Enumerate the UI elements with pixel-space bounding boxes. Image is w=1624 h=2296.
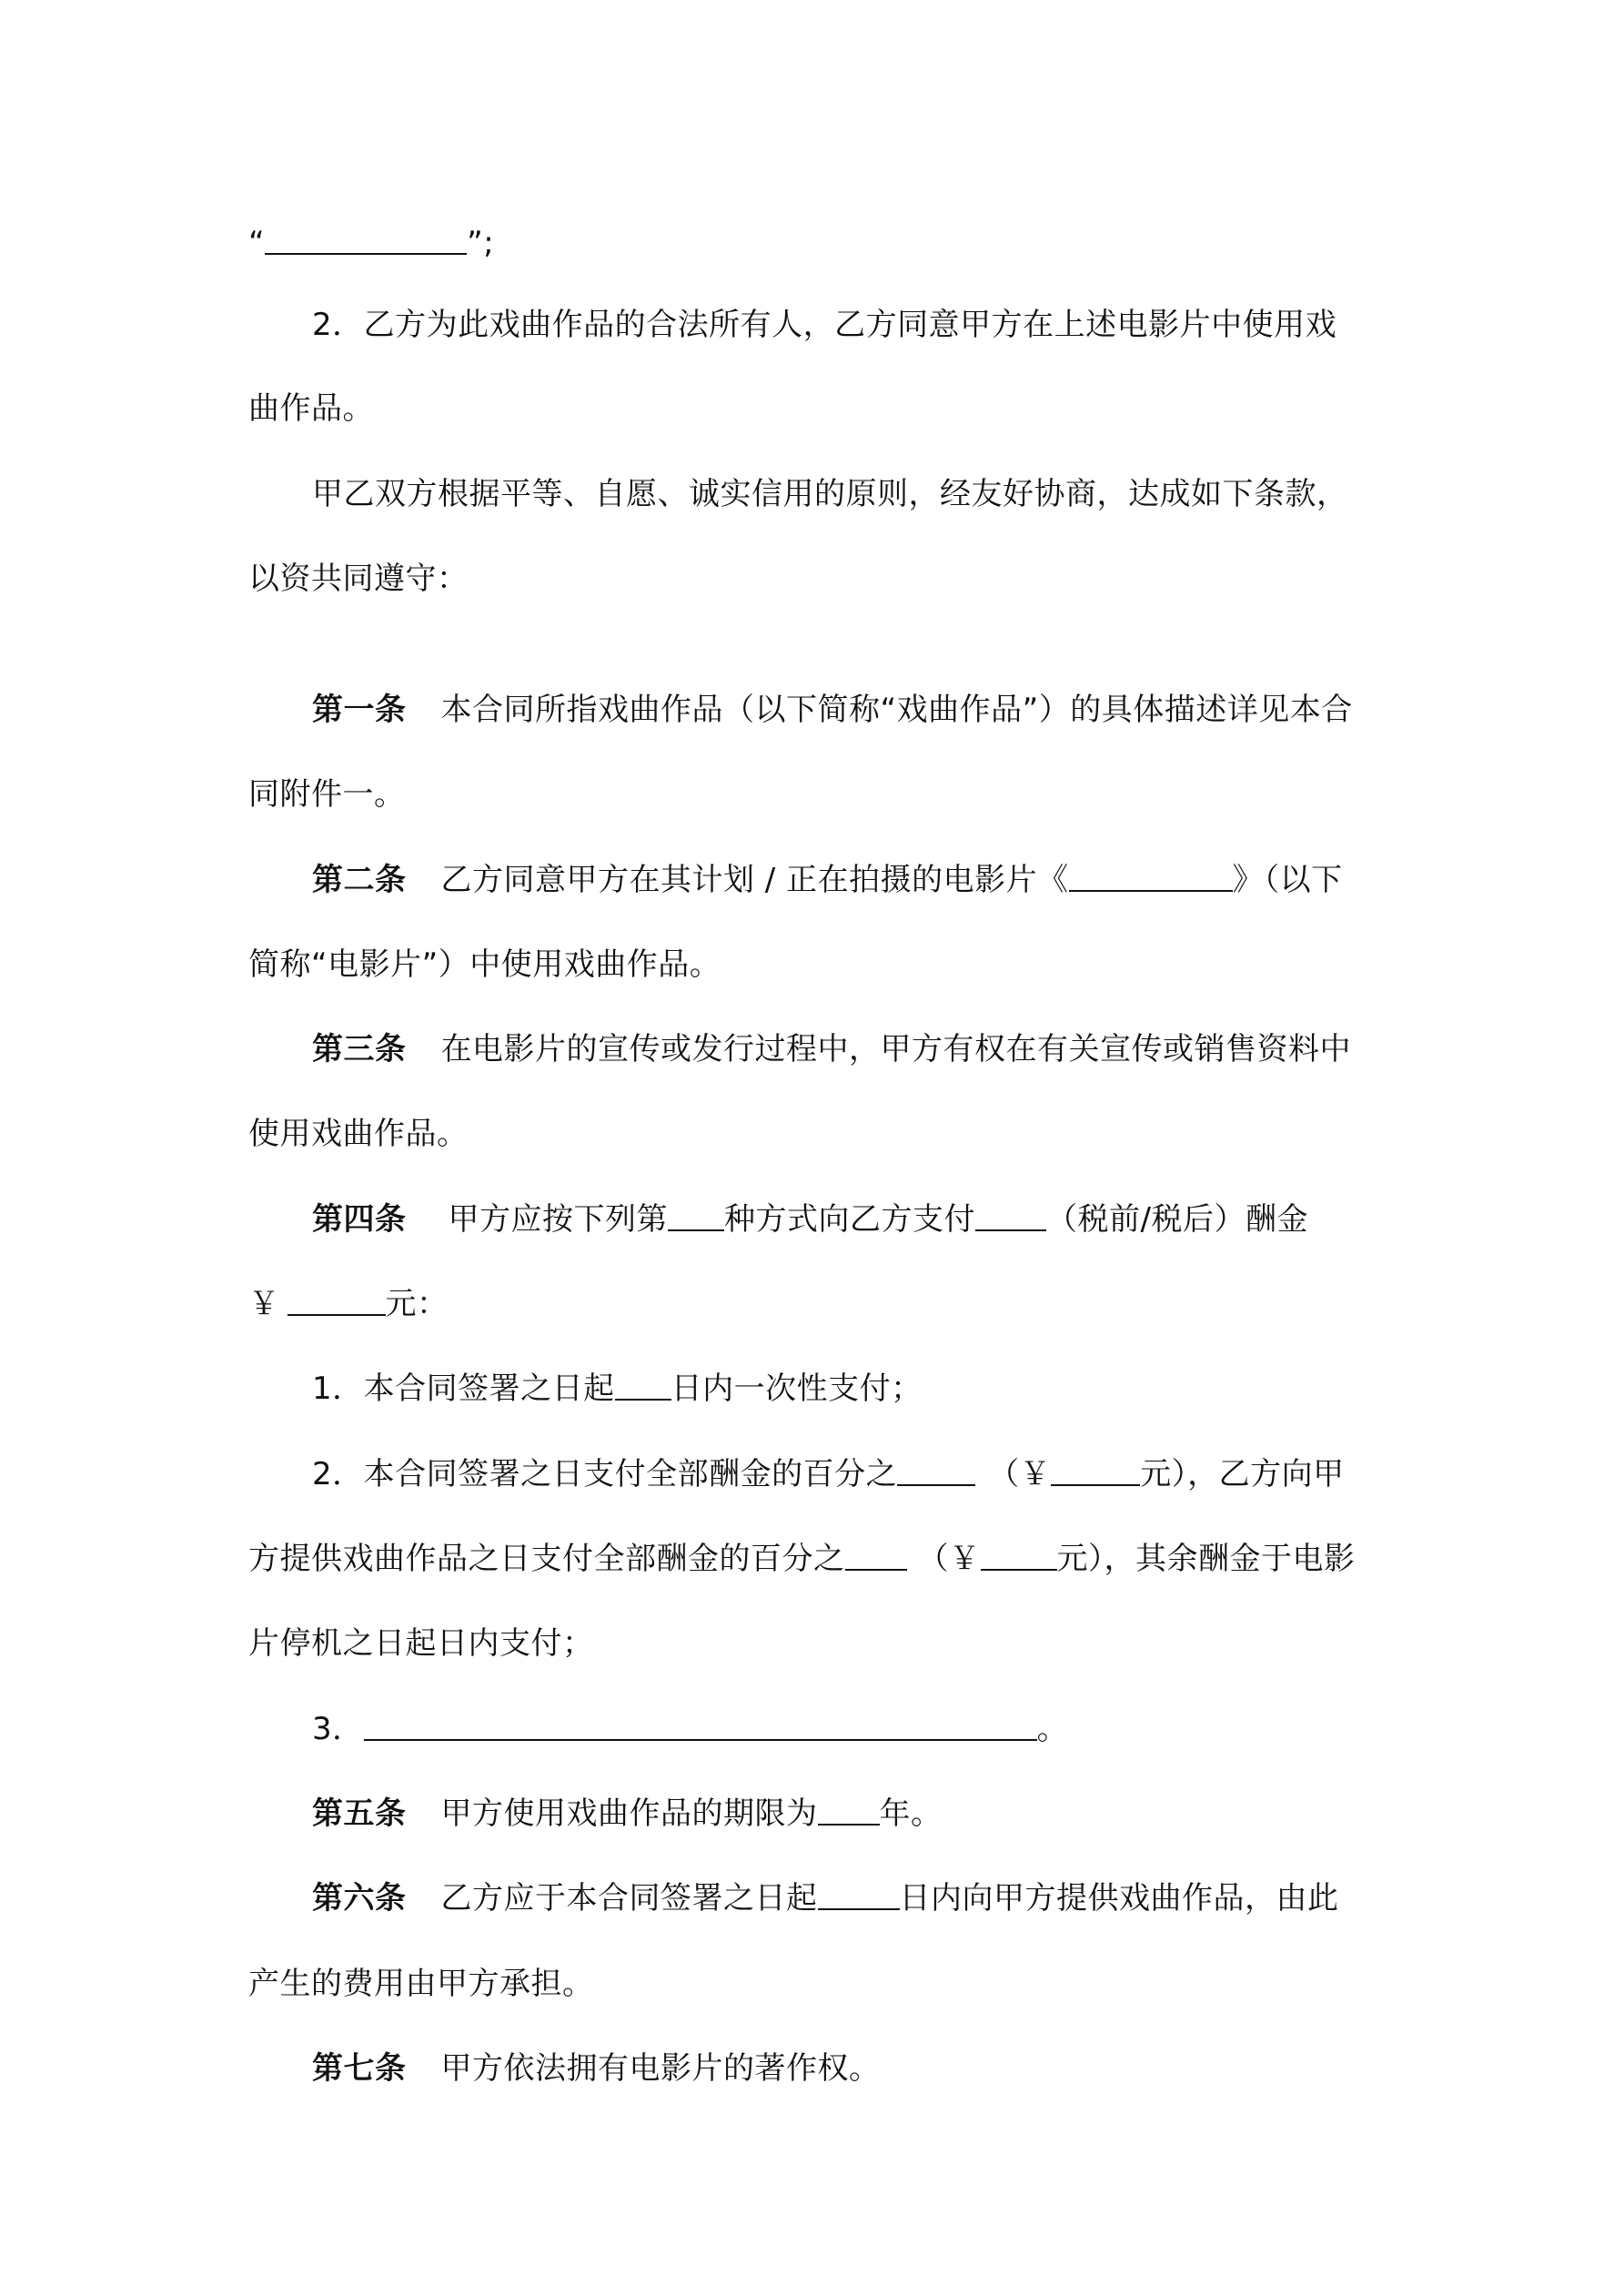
article6-line1 [312,1876,1386,1920]
payment3-text-b: 。 [1036,1711,1069,1747]
payment-method-blank [668,1199,724,1231]
payment1-line [312,1367,1386,1411]
payment2-text-b: （￥ [988,1456,1052,1492]
payment2-amount2-blank [981,1538,1057,1571]
article1-line1 [312,688,1386,732]
article5-line [312,1792,1386,1836]
delivery-days-blank [818,1877,900,1910]
open-quote: “ [248,225,266,261]
payment3-text-a: 3． [312,1711,364,1747]
payment3-line [312,1707,1386,1751]
payment2-line3: 片停机之日起日内支付； [248,1625,594,1662]
article4-text-b: 种方式向乙方支付 [724,1201,975,1238]
close-quote: ”; [467,225,495,261]
article4-line2 [248,1282,1386,1326]
preamble-line1: 甲乙双方根据平等、自愿、诚实信用的原则，经友好协商，达成如下条款， [312,476,1348,512]
payment2-percent1-blank [897,1453,975,1486]
payment-amount-blank [975,1199,1046,1231]
payment2-amount1-blank [1051,1453,1140,1486]
article6-line2: 产生的费用由甲方承担。 [248,1966,594,2002]
payment2-percent2-blank [845,1538,907,1571]
payment2-text-f: 元），其余酬金于电影 [1056,1541,1356,1577]
payment2-text-a: 2．本合同签署之日支付全部酬金的百分之 [312,1456,898,1492]
article7-title: 第七条 [312,2050,407,2087]
payment2-text-c: 元），乙方向甲 [1140,1456,1345,1492]
article4-line1 [312,1198,1386,1241]
article4-title: 第四条 [312,1201,407,1238]
article7-line [312,2047,1386,2090]
article6-text-b: 日内向甲方提供戏曲作品，由此 [899,1880,1339,1917]
payment1-days-blank [615,1368,671,1401]
payment2-line2 [248,1537,1386,1581]
article3-text: 在电影片的宣传或发行过程中，甲方有权在有关宣传或销售资料中 [440,1031,1351,1067]
article2-text-b: 》（以下 [1232,862,1343,898]
quote-blank-line [248,221,1386,265]
article3-title: 第三条 [312,1031,407,1067]
article3-line1 [312,1027,1386,1071]
title-blank [265,222,467,255]
article5-title: 第五条 [312,1795,407,1832]
article1-line2: 同附件一。 [248,776,406,813]
article2-line1 [312,858,1386,902]
article1-text: 本合同所指戏曲作品（以下简称“戏曲作品”）的具体描述详见本合 [440,692,1353,728]
payment2-text-d: 方提供戏曲作品之日支付全部酬金的百分之 [248,1541,845,1577]
article2-title: 第二条 [312,862,407,898]
payment1-text-a: 1．本合同签署之日起 [312,1371,615,1407]
payment3-blank [364,1708,1037,1741]
payment1-text-b: 日内一次性支付； [671,1371,923,1407]
article6-title: 第六条 [312,1880,407,1917]
item2-line1: 2．乙方为此戏曲作品的合法所有人，乙方同意甲方在上述电影片中使用戏 [312,307,1337,343]
preamble-line2: 以资共同遵守： [248,561,469,597]
article6-text-a: 乙方应于本合同签署之日起 [440,1880,818,1917]
article3-line2: 使用戏曲作品。 [248,1116,469,1152]
article4-text-c: （税前/税后）酬金 [1046,1201,1308,1238]
item2-line2: 曲作品。 [248,390,374,427]
yuan-symbol: ￥ [248,1286,280,1322]
article4-text-d: 元： [385,1286,449,1322]
article5-text-b: 年。 [879,1795,943,1832]
article2-text-a: 乙方同意甲方在其计划 / 正在拍摄的电影片《 [440,862,1069,898]
article7-text: 甲方依法拥有电影片的著作权。 [440,2050,881,2087]
film-title-blank [1069,859,1233,892]
payment2-line1 [312,1452,1386,1496]
article1-title: 第一条 [312,692,407,728]
article5-text-a: 甲方使用戏曲作品的期限为 [440,1795,818,1832]
remuneration-blank [287,1283,386,1316]
term-years-blank [818,1793,880,1826]
payment2-text-e: （￥ [917,1541,981,1577]
article2-line2: 简称“电影片”）中使用戏曲作品。 [248,946,721,983]
article4-text-a: 甲方应按下列第 [448,1201,668,1238]
